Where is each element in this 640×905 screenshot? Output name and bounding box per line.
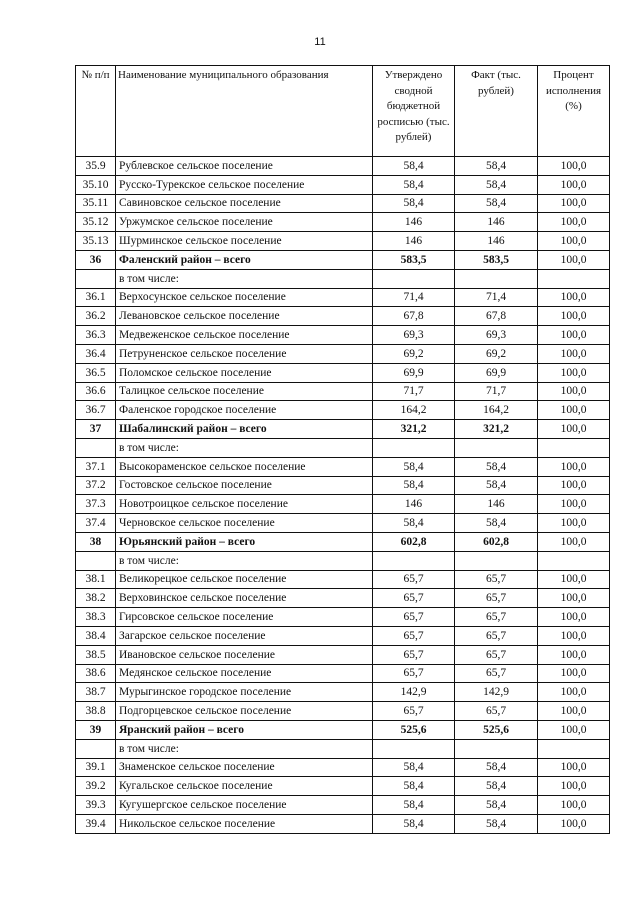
row-approved: 67,8 xyxy=(373,307,455,326)
row-percent: 100,0 xyxy=(538,382,610,401)
row-name: Великорецкое сельское поселение xyxy=(116,570,373,589)
row-percent xyxy=(538,739,610,758)
row-fact: 71,7 xyxy=(455,382,538,401)
row-approved: 602,8 xyxy=(373,532,455,551)
table-row xyxy=(76,175,610,194)
row-fact: 58,4 xyxy=(455,476,538,495)
header-approved: Утверждено сводной бюджетной росписью (тыс. рублей) xyxy=(373,66,455,157)
table-row xyxy=(76,476,610,495)
row-number: 38.8 xyxy=(76,702,116,721)
row-approved: 58,4 xyxy=(373,814,455,833)
row-fact xyxy=(455,438,538,457)
table-row xyxy=(76,589,610,608)
row-number: 36.1 xyxy=(76,288,116,307)
row-number: 37.2 xyxy=(76,476,116,495)
row-name: Высокораменское сельское поселение xyxy=(116,457,373,476)
row-percent: 100,0 xyxy=(538,157,610,176)
row-percent: 100,0 xyxy=(538,589,610,608)
row-approved: 65,7 xyxy=(373,664,455,683)
row-percent: 100,0 xyxy=(538,645,610,664)
row-number: 36.5 xyxy=(76,363,116,382)
row-number: 39.1 xyxy=(76,758,116,777)
row-number: 37.3 xyxy=(76,495,116,514)
table-header-row xyxy=(76,66,610,157)
row-approved: 71,4 xyxy=(373,288,455,307)
row-name: Ивановское сельское поселение xyxy=(116,645,373,664)
row-name: Загарское сельское поселение xyxy=(116,626,373,645)
row-percent: 100,0 xyxy=(538,213,610,232)
table-row-district-total xyxy=(76,532,610,551)
table-row-including xyxy=(76,551,610,570)
row-percent: 100,0 xyxy=(538,777,610,796)
table-row xyxy=(76,495,610,514)
row-name: Подгорцевское сельское поселение xyxy=(116,702,373,721)
row-approved: 58,4 xyxy=(373,777,455,796)
table-row xyxy=(76,232,610,251)
row-number xyxy=(76,269,116,288)
row-approved: 58,4 xyxy=(373,194,455,213)
table-row xyxy=(76,213,610,232)
table-row xyxy=(76,514,610,533)
row-number: 37.1 xyxy=(76,457,116,476)
row-number xyxy=(76,438,116,457)
row-percent: 100,0 xyxy=(538,420,610,439)
row-fact: 65,7 xyxy=(455,626,538,645)
row-approved: 583,5 xyxy=(373,250,455,269)
row-fact: 58,4 xyxy=(455,796,538,815)
row-approved: 65,7 xyxy=(373,645,455,664)
row-fact: 58,4 xyxy=(455,814,538,833)
row-number: 36.3 xyxy=(76,326,116,345)
row-fact: 146 xyxy=(455,232,538,251)
table-row-including xyxy=(76,739,610,758)
row-approved: 65,7 xyxy=(373,702,455,721)
row-number: 37.4 xyxy=(76,514,116,533)
row-name: Юрьянский район – всего xyxy=(116,532,373,551)
table-row xyxy=(76,363,610,382)
table-row xyxy=(76,326,610,345)
table-row xyxy=(76,194,610,213)
row-number: 39 xyxy=(76,720,116,739)
header-num: № п/п xyxy=(76,66,116,157)
row-name: Мурыгинское городское поселение xyxy=(116,683,373,702)
row-percent: 100,0 xyxy=(538,683,610,702)
row-fact: 65,7 xyxy=(455,589,538,608)
table-row-including xyxy=(76,438,610,457)
row-approved: 65,7 xyxy=(373,589,455,608)
row-approved: 58,4 xyxy=(373,175,455,194)
table-row-district-total xyxy=(76,250,610,269)
row-percent: 100,0 xyxy=(538,250,610,269)
row-fact: 58,4 xyxy=(455,157,538,176)
row-name: Поломское сельское поселение xyxy=(116,363,373,382)
row-approved: 71,7 xyxy=(373,382,455,401)
row-approved: 65,7 xyxy=(373,626,455,645)
row-name: Верховинское сельское поселение xyxy=(116,589,373,608)
row-approved: 58,4 xyxy=(373,457,455,476)
row-percent: 100,0 xyxy=(538,514,610,533)
row-percent xyxy=(538,551,610,570)
row-number: 38 xyxy=(76,532,116,551)
budget-execution-table xyxy=(75,65,610,834)
row-name: в том числе: xyxy=(116,739,373,758)
table-row-district-total xyxy=(76,720,610,739)
row-fact: 69,3 xyxy=(455,326,538,345)
row-number xyxy=(76,551,116,570)
row-percent: 100,0 xyxy=(538,476,610,495)
row-fact: 58,4 xyxy=(455,514,538,533)
row-fact: 58,4 xyxy=(455,194,538,213)
row-name: Знаменское сельское поселение xyxy=(116,758,373,777)
row-name: в том числе: xyxy=(116,438,373,457)
row-number: 38.2 xyxy=(76,589,116,608)
row-fact: 65,7 xyxy=(455,570,538,589)
row-approved xyxy=(373,739,455,758)
row-name: Гирсовское сельское поселение xyxy=(116,608,373,627)
row-number: 35.10 xyxy=(76,175,116,194)
row-percent: 100,0 xyxy=(538,626,610,645)
row-percent: 100,0 xyxy=(538,363,610,382)
row-number: 37 xyxy=(76,420,116,439)
row-percent: 100,0 xyxy=(538,664,610,683)
row-percent: 100,0 xyxy=(538,758,610,777)
row-number: 39.2 xyxy=(76,777,116,796)
row-number: 36 xyxy=(76,250,116,269)
row-number: 35.11 xyxy=(76,194,116,213)
row-name: Яранский район – всего xyxy=(116,720,373,739)
row-approved: 146 xyxy=(373,232,455,251)
row-name: Фаленское городское поселение xyxy=(116,401,373,420)
row-number: 38.5 xyxy=(76,645,116,664)
table-row xyxy=(76,758,610,777)
table-row xyxy=(76,796,610,815)
row-percent: 100,0 xyxy=(538,401,610,420)
row-approved: 58,4 xyxy=(373,514,455,533)
row-number: 38.6 xyxy=(76,664,116,683)
row-percent: 100,0 xyxy=(538,288,610,307)
row-name: Савиновское сельское поселение xyxy=(116,194,373,213)
row-name: Левановское сельское поселение xyxy=(116,307,373,326)
row-name: Русско-Турекское сельское поселение xyxy=(116,175,373,194)
table-row xyxy=(76,382,610,401)
row-percent: 100,0 xyxy=(538,532,610,551)
row-number: 36.4 xyxy=(76,344,116,363)
row-percent: 100,0 xyxy=(538,608,610,627)
row-fact xyxy=(455,269,538,288)
table-row xyxy=(76,608,610,627)
row-fact: 146 xyxy=(455,495,538,514)
row-approved: 164,2 xyxy=(373,401,455,420)
row-name: Кугушергское сельское поселение xyxy=(116,796,373,815)
table-row xyxy=(76,157,610,176)
table-row xyxy=(76,288,610,307)
row-percent: 100,0 xyxy=(538,570,610,589)
row-fact: 65,7 xyxy=(455,608,538,627)
row-percent: 100,0 xyxy=(538,344,610,363)
table-row-district-total xyxy=(76,420,610,439)
row-name: Медвеженское сельское поселение xyxy=(116,326,373,345)
row-name: Рублевское сельское поселение xyxy=(116,157,373,176)
row-percent: 100,0 xyxy=(538,796,610,815)
row-fact: 58,4 xyxy=(455,758,538,777)
row-approved: 525,6 xyxy=(373,720,455,739)
row-number: 39.3 xyxy=(76,796,116,815)
row-number: 36.7 xyxy=(76,401,116,420)
row-number: 38.4 xyxy=(76,626,116,645)
table-row xyxy=(76,777,610,796)
row-approved: 65,7 xyxy=(373,570,455,589)
row-name: Фаленский район – всего xyxy=(116,250,373,269)
row-number xyxy=(76,739,116,758)
table-row xyxy=(76,344,610,363)
row-number: 38.1 xyxy=(76,570,116,589)
row-name: Шабалинский район – всего xyxy=(116,420,373,439)
table-row xyxy=(76,814,610,833)
row-number: 35.9 xyxy=(76,157,116,176)
row-name: в том числе: xyxy=(116,551,373,570)
table-row xyxy=(76,683,610,702)
row-fact: 321,2 xyxy=(455,420,538,439)
row-approved: 69,3 xyxy=(373,326,455,345)
table-row xyxy=(76,457,610,476)
row-name: Петруненское сельское поселение xyxy=(116,344,373,363)
row-fact: 58,4 xyxy=(455,777,538,796)
table-body xyxy=(76,157,610,834)
page-number: 11 xyxy=(314,36,326,48)
row-approved: 146 xyxy=(373,213,455,232)
row-approved: 58,4 xyxy=(373,758,455,777)
row-percent: 100,0 xyxy=(538,175,610,194)
row-percent xyxy=(538,438,610,457)
table-row xyxy=(76,307,610,326)
row-fact: 142,9 xyxy=(455,683,538,702)
row-number: 36.2 xyxy=(76,307,116,326)
row-fact: 602,8 xyxy=(455,532,538,551)
row-fact: 525,6 xyxy=(455,720,538,739)
row-percent: 100,0 xyxy=(538,457,610,476)
row-fact: 164,2 xyxy=(455,401,538,420)
row-name: Уржумское сельское поселение xyxy=(116,213,373,232)
row-percent: 100,0 xyxy=(538,495,610,514)
row-fact: 58,4 xyxy=(455,175,538,194)
row-name: Кугальское сельское поселение xyxy=(116,777,373,796)
row-name: Новотроицкое сельское поселение xyxy=(116,495,373,514)
table-row xyxy=(76,702,610,721)
header-fact: Факт (тыс. рублей) xyxy=(455,66,538,157)
table-row xyxy=(76,664,610,683)
row-approved xyxy=(373,269,455,288)
row-percent: 100,0 xyxy=(538,702,610,721)
row-fact: 65,7 xyxy=(455,645,538,664)
row-fact: 583,5 xyxy=(455,250,538,269)
row-percent: 100,0 xyxy=(538,232,610,251)
row-approved: 146 xyxy=(373,495,455,514)
row-approved: 65,7 xyxy=(373,608,455,627)
row-name: Медянское сельское поселение xyxy=(116,664,373,683)
row-fact: 146 xyxy=(455,213,538,232)
row-number: 36.6 xyxy=(76,382,116,401)
table-row xyxy=(76,645,610,664)
table-row xyxy=(76,401,610,420)
table-row xyxy=(76,626,610,645)
row-fact: 71,4 xyxy=(455,288,538,307)
row-approved: 58,4 xyxy=(373,476,455,495)
header-percent: Процент исполнения (%) xyxy=(538,66,610,157)
row-approved: 321,2 xyxy=(373,420,455,439)
row-name: Верхосунское сельское поселение xyxy=(116,288,373,307)
row-approved: 58,4 xyxy=(373,796,455,815)
row-percent: 100,0 xyxy=(538,307,610,326)
row-name: Шурминское сельское поселение xyxy=(116,232,373,251)
row-fact: 69,2 xyxy=(455,344,538,363)
row-approved: 58,4 xyxy=(373,157,455,176)
row-number: 38.3 xyxy=(76,608,116,627)
row-number: 35.13 xyxy=(76,232,116,251)
row-approved xyxy=(373,438,455,457)
row-percent: 100,0 xyxy=(538,814,610,833)
table-row-including xyxy=(76,269,610,288)
row-fact: 67,8 xyxy=(455,307,538,326)
row-fact: 65,7 xyxy=(455,702,538,721)
table-row xyxy=(76,570,610,589)
row-fact: 65,7 xyxy=(455,664,538,683)
row-approved: 142,9 xyxy=(373,683,455,702)
row-percent: 100,0 xyxy=(538,326,610,345)
row-percent: 100,0 xyxy=(538,720,610,739)
row-approved xyxy=(373,551,455,570)
header-name: Наименование муниципального образования xyxy=(116,66,373,157)
row-name: Гостовское сельское поселение xyxy=(116,476,373,495)
row-percent: 100,0 xyxy=(538,194,610,213)
row-fact: 69,9 xyxy=(455,363,538,382)
row-name: Черновское сельское поселение xyxy=(116,514,373,533)
row-name: Талицкое сельское поселение xyxy=(116,382,373,401)
row-fact xyxy=(455,551,538,570)
row-number: 39.4 xyxy=(76,814,116,833)
row-fact xyxy=(455,739,538,758)
row-percent xyxy=(538,269,610,288)
row-number: 38.7 xyxy=(76,683,116,702)
row-approved: 69,9 xyxy=(373,363,455,382)
row-fact: 58,4 xyxy=(455,457,538,476)
row-name: в том числе: xyxy=(116,269,373,288)
row-number: 35.12 xyxy=(76,213,116,232)
row-approved: 69,2 xyxy=(373,344,455,363)
row-name: Никольское сельское поселение xyxy=(116,814,373,833)
